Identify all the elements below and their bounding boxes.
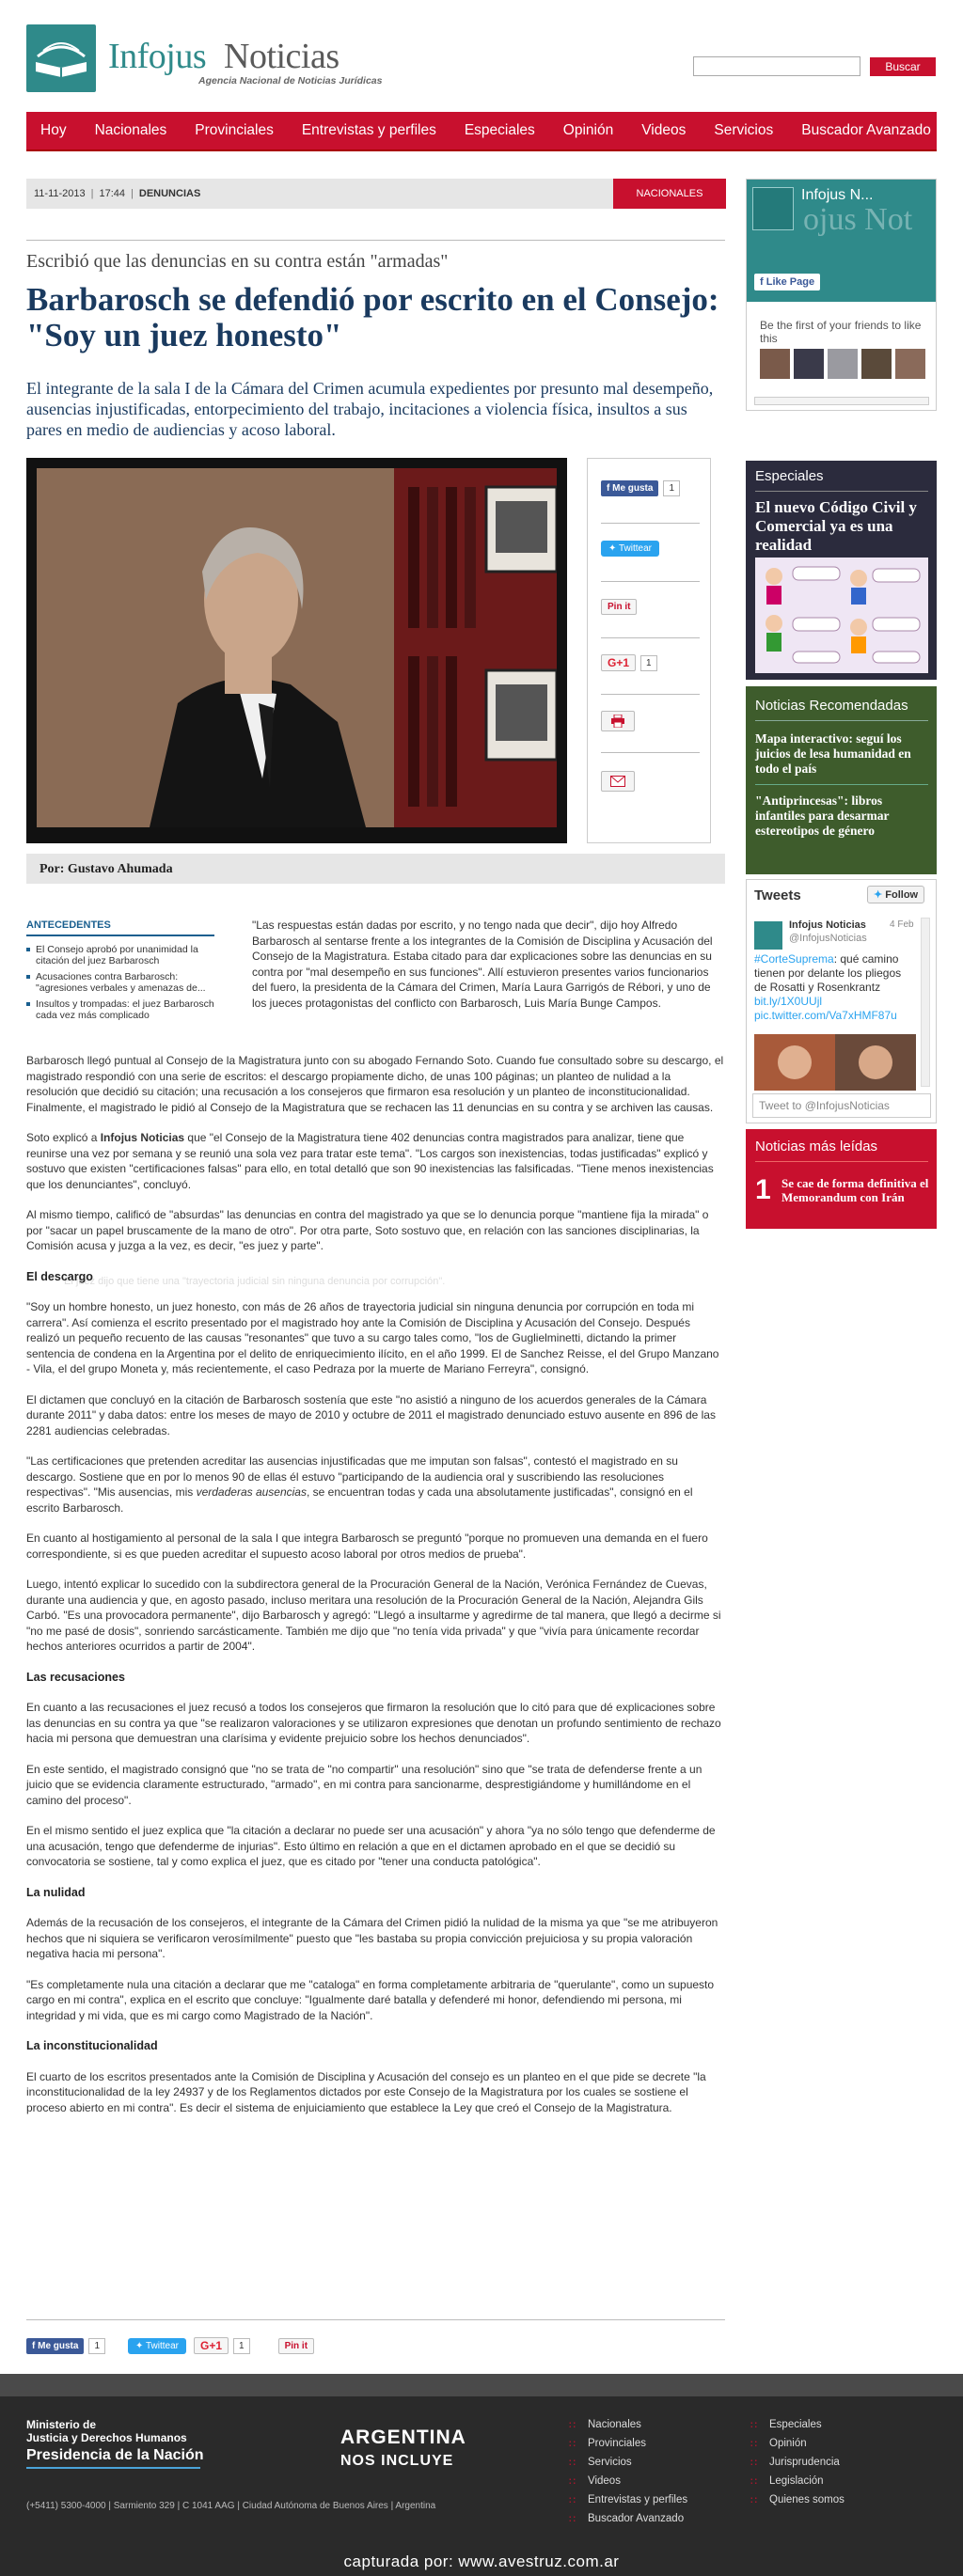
- bottom-share-bar: [26, 2335, 314, 2356]
- site-logo[interactable]: [26, 24, 96, 92]
- footer-link[interactable]: ∷ Legislación: [769, 2475, 824, 2487]
- article-paragraph: En el mismo sentido el juez explica que "la citación a declarar no puede ser una acusación" y ahora "ya no sólo tengo que defenderme de una acusación, tengo que defenderme de injurias". Esto último en relación a que en el dictamen aprobado en el que se decidió su convocatoria se sostiene, tal y como explica el juez, que es citado por "tener una conducta patológica".: [26, 1824, 716, 1868]
- pin-it-button[interactable]: Pin it: [601, 599, 637, 615]
- divider: [601, 694, 700, 695]
- capture-credit: capturada por: www.avestruz.com.ar: [343, 2552, 620, 2570]
- facebook-like-count: 1: [663, 480, 680, 496]
- search-input[interactable]: [693, 56, 860, 76]
- article-body: [26, 1053, 725, 2130]
- facebook-cover-watermark: ojus Not: [803, 202, 913, 237]
- article-paragraph: En cuanto a las recusaciones el juez recusó a todos los consejeros que firmaron la resolución que lo citó para que dé explicaciones sobre las denuncias en su contra ya que "se realizaron valoraciones y se utilizaron expresiones que denotan un profundo sentimiento de rechazo hacia mi persona que demuestran una clarísima y evidente prejuicio sobre los hechos denunciados".: [26, 1701, 721, 1745]
- facebook-like-button[interactable]: [601, 480, 658, 496]
- paragraph-bold-text: Infojus Noticias: [100, 1131, 185, 1144]
- article-paragraph: "Es completamente nula una citación a declarar que me "cataloga" en forma completamente arbitraria de "querulante", como un supuesto cargo en mi contra", explica en el escrito que concluye: "Igualmente daré batalla y defenderé mi honor, defendiendo mi persona, mi integridad y mi vida, que es mi cargo como Magistrado de la Nación".: [26, 1977, 715, 2022]
- recomendada-item[interactable]: "Antiprincesas": libros infantiles para desarmar estereotipos de género: [755, 793, 890, 838]
- friend-avatar[interactable]: [794, 349, 824, 379]
- related-item[interactable]: El Consejo aprobó por unanimidad la citación del juez Barbarosch: [26, 944, 219, 966]
- tweet-hashtag[interactable]: #CorteSuprema: [754, 952, 834, 966]
- friend-avatar[interactable]: [861, 349, 892, 379]
- divider: [755, 784, 928, 785]
- recomendada-item[interactable]: Mapa interactivo: seguí los juicios de lesa humanidad en todo el país: [755, 731, 911, 776]
- especiales-box: [746, 461, 937, 680]
- tweet-text: [754, 952, 909, 1023]
- especiales-headline[interactable]: El nuevo Código Civil y Comercial ya es una realidad: [755, 498, 917, 554]
- facebook-like-label: Me gusta: [612, 482, 654, 494]
- pinterest-share: [601, 596, 637, 617]
- ministry-line: Ministerio de: [26, 2418, 97, 2431]
- article-date: 11-11-2013: [34, 188, 86, 199]
- nav-item-opinion[interactable]: Opinión: [562, 122, 614, 138]
- ministry-name[interactable]: [26, 2418, 187, 2444]
- facebook-like-page-button[interactable]: [754, 274, 820, 291]
- share-column: [587, 458, 711, 843]
- follow-label: Follow: [885, 889, 919, 901]
- nav-item-especiales[interactable]: Especiales: [464, 122, 535, 138]
- footer-link[interactable]: ∷ Nacionales: [588, 2419, 641, 2430]
- judge-photo-image: [37, 468, 557, 827]
- paragraph-text: que "el Consejo de la Magistratura tiene 402 denuncias contra magistrados para analizar, tiene que reunirse una vez por semana y se reunió una sola vez para tratar este tema". "Los cargos son inexistencias, todas justificadas" explicó y sostuvo que existen "certificaciones falsas" para ello, en total detalló que son 90 inexistencias las falsificadas. "Tiene menos inexistencias que los denunciantes", concluyó.: [26, 1131, 714, 1191]
- article-paragraph: Barbarosch llegó puntual al Consejo de la Magistratura junto con su abogado Fernando Soto. Cuando fue consultado sobre su descargo, el magistrado respondió con una serie de escritos: el descargo propiamente dicho, de unas 100 páginas; un planteo de nulidad a la resolución que decidió su citación; una recusación a los consejeros que firmaron esa resolución y un planteo de inconstitucionalidad. Finalmente, el magistrado le pidió al Consejo de la Magistratura que se rechacen las 11 denuncias en su contra y se archiven las causas.: [26, 1054, 724, 1114]
- article-subheading: La inconstitucionalidad: [26, 2039, 158, 2052]
- recomendadas-title: Noticias Recomendadas: [755, 698, 908, 714]
- footer-address: (+5411) 5300-4000 | Sarmiento 329 | C 1041 AAG | Ciudad Autónoma de Buenos Aires | Argentina: [26, 2501, 436, 2511]
- divider: [601, 523, 700, 524]
- tweet-body: : qué camino tienen por delante los pliegos de Rosatti y Rosenkrantz: [754, 952, 902, 994]
- footer-link[interactable]: ∷ Especiales: [769, 2419, 822, 2430]
- photo-caption: El juez dijo que tiene una "trayectoria judicial sin ninguna denuncia por corrupción".: [64, 1276, 446, 1287]
- facebook-like-page-label: Like Page: [766, 276, 815, 288]
- divider: [601, 752, 700, 753]
- facebook-page-logo: [752, 187, 794, 230]
- divider: [26, 240, 725, 241]
- tweet-link[interactable]: pic.twitter.com/Va7xHMF87u: [754, 1009, 897, 1022]
- nav-item-servicios[interactable]: Servicios: [714, 122, 774, 138]
- facebook-cover[interactable]: [747, 180, 936, 302]
- site-footer: [0, 2374, 963, 2576]
- footer-link[interactable]: ∷ Opinión: [769, 2438, 807, 2449]
- divider: [755, 720, 928, 721]
- vertical-scrollbar[interactable]: [921, 918, 930, 1087]
- article-author[interactable]: Por: Gustavo Ahumada: [39, 862, 173, 876]
- tweet-label: Twittear: [146, 2340, 180, 2351]
- illustration-image: [755, 558, 928, 673]
- presidency-name[interactable]: Presidencia de la Nación: [26, 2447, 204, 2463]
- nav-item-buscador[interactable]: Buscador Avanzado: [801, 122, 931, 138]
- divider: [755, 1161, 928, 1162]
- article-paragraph: Además de la recusación de los consejeros, el integrante de la Cámara del Crimen pidió la nulidad de la misma ya que "se me atribuyeron hechos que ni siquiera se verificaron verosímilmente" puesto que "les bastaba su propia convicción prejuiciosa y su propia valoración negativa hacia mi persona".: [26, 1916, 718, 1960]
- twitter-bird-icon: ✦: [608, 542, 619, 554]
- divider: [755, 491, 928, 492]
- slogan-line: ARGENTINA: [340, 2427, 466, 2448]
- facebook-icon: f: [760, 276, 766, 288]
- tweet-to-input[interactable]: Tweet to @InfojusNoticias: [752, 1093, 931, 1118]
- article-subheading: La nulidad: [26, 1885, 86, 1899]
- printer-icon: [610, 715, 625, 728]
- avatar[interactable]: [754, 921, 782, 950]
- print-share: [601, 711, 635, 731]
- article-paragraph: [26, 1130, 725, 1192]
- tweet-button[interactable]: [601, 541, 659, 557]
- google-plus-count: 1: [640, 655, 657, 671]
- friend-avatar[interactable]: [760, 349, 790, 379]
- print-button[interactable]: [601, 711, 635, 731]
- footer-link[interactable]: ∷ Jurisprudencia: [769, 2457, 840, 2468]
- divider: [601, 581, 700, 582]
- especiales-title[interactable]: Especiales: [755, 468, 824, 484]
- article-meta: 11-11-2013 | 17:44 | DENUNCIAS: [34, 188, 201, 199]
- article-paragraph: Al mismo tiempo, calificó de "absurdas" las denuncias en contra del magistrado ya que se lo denuncia porque "mantiene fija la mirada" o por "sacar un papel bruscamente de la mano de otro". Por otra parte, Soto sostuvo que, en relación con las sanciones disciplinarias, la Comisión acusa y juzga a la vez, es decir, "es juez y parte".: [26, 1208, 709, 1252]
- paragraph-text: , se encuentran todas y cada una absolutamente justificadas", consignó en el escrito Barbarosch.: [26, 1485, 693, 1515]
- ministry-line: Justicia y Derechos Humanos: [26, 2431, 187, 2444]
- photo-image: [754, 1034, 916, 1091]
- nav-item-nacionales[interactable]: Nacionales: [94, 122, 167, 138]
- brand-subtitle: Agencia Nacional de Noticias Jurídicas: [198, 75, 383, 86]
- article-paragraph: En cuanto al hostigamiento al personal de la sala I que integra Barbarosch se preguntó "porque no promueven una demanda en el fuero correspondiente, si es que pueden acreditar el supuesto acoso laboral por otros medios de prueba".: [26, 1531, 708, 1561]
- section-tag[interactable]: NACIONALES: [613, 179, 726, 209]
- facebook-page-widget: [746, 179, 937, 411]
- email-share: [601, 771, 635, 792]
- google-plus-count: 1: [233, 2338, 250, 2354]
- facebook-friends-text: Be the first of your friends to like this: [760, 319, 922, 345]
- google-plus-button[interactable]: G+1: [601, 654, 636, 671]
- tweets-title: Tweets: [754, 887, 801, 903]
- article-subheading: Las recusaciones: [26, 1670, 125, 1684]
- footer-link[interactable]: ∷ Servicios: [588, 2457, 632, 2468]
- related-list: [26, 944, 219, 1026]
- nav-item-hoy[interactable]: Hoy: [40, 122, 67, 138]
- brand-name-part1[interactable]: Infojus: [108, 37, 207, 76]
- paragraph-text: "Las certificaciones que pretenden acreditar las ausencias injustificadas que me imputan son falsas", contestó el magistrado en su descargo. Sostiene que en por lo menos 90 de ellas él estuvo "participando de la audiencia oral y suscribiendo las resoluciones respectivas". "Mis ausencias, mis: [26, 1454, 678, 1499]
- related-item[interactable]: Insultos y trompadas: el juez Barbarosch cada vez más complicado: [26, 998, 219, 1021]
- follow-button[interactable]: [867, 886, 924, 903]
- article-paragraph: [26, 1453, 725, 1516]
- mas-leidas-title: Noticias más leídas: [755, 1139, 878, 1154]
- slogan-line: NOS INCLUYE: [340, 2453, 454, 2469]
- friend-avatar[interactable]: [828, 349, 858, 379]
- envelope-icon: [610, 776, 625, 787]
- divider: [26, 2319, 725, 2320]
- footer-link[interactable]: ∷ Quienes somos: [769, 2494, 845, 2505]
- site-header: [0, 0, 963, 111]
- nav-item-provinciales[interactable]: Provinciales: [195, 122, 274, 138]
- article-intro-paragraph: "Las respuestas están dadas por escrito, y no tengo nada que decir", dijo hoy Alfredo Barbarosch al sentarse frente a los integrantes de la Comisión de Disciplina y Acusación del Consejo de la Magistratura. Estaba citado para dar explicaciones sobre las denuncias en su contra por "mal desempeño en sus funciones". Allí estuvieron presentes varios funcionarios del fuero, la presidenta de la Cámara del Crimen, María Laura Garrigós de Rébori, y uno de los jueces protagonistas del conflicto con Barbarosch, Luis María Bunge Campos.: [252, 919, 713, 1010]
- twitter-bird-icon: ✦: [135, 2340, 146, 2351]
- article-subheading: El descargo: [26, 1269, 93, 1283]
- friend-avatar[interactable]: [895, 349, 925, 379]
- book-logo-icon: [26, 24, 96, 92]
- facebook-like-label: Me gusta: [38, 2340, 79, 2351]
- article-lede: El integrante de la sala I de la Cámara del Crimen acumula expedientes por presunto mal desempeño, ausencias injustificadas, entorpecimiento del trabajo, incitaciones a violencia física, insultos a sus pares en medio de audiencias y acoso laboral.: [26, 379, 714, 439]
- mas-leidas-box: [746, 1129, 937, 1229]
- mas-leidas-item[interactable]: Se cae de forma definitiva el Memorandum con Irán: [781, 1176, 929, 1204]
- facebook-like-button[interactable]: [26, 2338, 84, 2354]
- brand-name-part2[interactable]: Noticias: [224, 37, 339, 76]
- nav-item-videos[interactable]: Videos: [641, 122, 687, 138]
- footer-link[interactable]: ∷ Buscador Avanzado: [588, 2513, 684, 2524]
- article-kicker: Escribió que las denuncias en su contra están "armadas": [26, 251, 449, 272]
- footer-link[interactable]: ∷ Provinciales: [588, 2438, 646, 2449]
- facebook-share: [601, 478, 680, 498]
- facebook-page-title[interactable]: Infojus N...: [801, 187, 874, 203]
- recomendadas-box: [746, 686, 937, 874]
- divider: [26, 935, 214, 936]
- article-time: 17:44: [99, 188, 126, 199]
- tweet-image[interactable]: [754, 1034, 916, 1091]
- especiales-image[interactable]: [755, 558, 928, 673]
- tweet-label: Twittear: [618, 542, 652, 554]
- paragraph-italic-text: verdaderas ausencias: [196, 1485, 307, 1499]
- tweet-date[interactable]: 4 Feb: [890, 919, 914, 930]
- divider: [26, 2467, 200, 2469]
- tweet-link[interactable]: bit.ly/1X0UUjl: [754, 995, 823, 1008]
- tweet-author-name[interactable]: Infojus Noticias: [789, 919, 866, 931]
- main-nav: [26, 112, 937, 151]
- divider: [601, 637, 700, 638]
- article-category[interactable]: DENUNCIAS: [138, 188, 201, 199]
- rank-number: 1: [755, 1174, 771, 1205]
- related-item[interactable]: Acusaciones contra Barbarosch: "agresiones verbales y amenazas de...: [26, 971, 219, 994]
- article-headline: Barbarosch se defendió por escrito en el Consejo: "Soy un juez honesto": [26, 281, 719, 353]
- google-plus-button[interactable]: G+1: [194, 2337, 229, 2354]
- article-paragraph: En este sentido, el magistrado consignó que "no se trata de "no compartir" una resolución" sino que "se trata de defenderse frente a un juicio que se evidencia claramente estructurado, "armado", en mi contra para sancionarme, desprestigiándome y humillándome en el camino del proceso".: [26, 1762, 703, 1807]
- footer-link[interactable]: ∷ Videos: [588, 2475, 621, 2487]
- facebook-like-count: 1: [88, 2338, 105, 2354]
- footer-band: [0, 2374, 963, 2396]
- author-bar: [26, 854, 725, 884]
- tweet-author-handle[interactable]: @InfojusNoticias: [789, 933, 867, 944]
- related-title: ANTECEDENTES: [26, 919, 111, 931]
- tweet-button[interactable]: [128, 2338, 186, 2354]
- article-paragraph: El dictamen que concluyó en la citación de Barbarosch sostenía que este "no asistió a ninguno de los acuerdos generales de la Cámara durante 2011" y daba datos: entre los meses de mayo de 2010 y octubre de 2011 el magistrado denunciado estuvo ausente en 896 de las 2281 audiencias celebradas.: [26, 1392, 716, 1437]
- pin-it-button[interactable]: Pin it: [278, 2338, 314, 2354]
- horizontal-scrollbar[interactable]: [754, 397, 929, 405]
- twitter-widget: [746, 879, 937, 1123]
- footer-link[interactable]: ∷ Entrevistas y perfiles: [588, 2494, 687, 2505]
- paragraph-text: Soto explicó a: [26, 1131, 101, 1144]
- facebook-icon: f: [607, 482, 613, 494]
- search-button[interactable]: Buscar: [870, 57, 936, 76]
- email-button[interactable]: [601, 771, 635, 792]
- google-plus-share: [601, 652, 657, 673]
- twitter-share: [601, 538, 659, 558]
- article-paragraph: "Soy un hombre honesto, un juez honesto, con más de 26 años de trayectoria judicial sin ninguna denuncia por corrupción en toda mi carrera". Así comienza el escrito presentado por el magistrado hoy ante la Comisión de Disciplina y Acusación del Consejo. Después realizó un pequeño recuento de las causas "resonantes" que tuvo a su cargo tales como, "los de Guglielminetti, dictando la primer sentencia de condena en la Argentina por el delito de enriquecimiento ilícito, en el año 1999. El de Sanchez Reisse, el del Grupo Manzano - Vila, el del grupo Moneta y, más recientemente, el caso Pedraza por la muerte de Mariano Ferreyra", consignó.: [26, 1300, 719, 1375]
- nav-item-entrevistas[interactable]: Entrevistas y perfiles: [301, 122, 436, 138]
- facebook-icon: f: [32, 2340, 39, 2351]
- article-paragraph: Luego, intentó explicar lo sucedido con la subdirectora general de la Procuración General de la Nación, Verónica Fernández de Cuevas, durante una audiencia y que, en agosto pasado, incluso meritara una resolución de la Procuración General de la Nación, Alejandra Gils Carbó. "Es una provocadora permanente", dijo Barbarosch y agregó: "Llegó a insultarme y agredirme de tal manera, que llegó a decirme si "no me pasé de dosis", sonriendo sarcásticamente. También me dijo que "no tenía vida privada" y que "vivía para únicamente recordar hechos anteriores ocurridos a partir de 2004".: [26, 1578, 721, 1653]
- twitter-bird-icon: ✦: [874, 889, 886, 901]
- article-paragraph: El cuarto de los escritos presentados ante la Comisión de Disciplina y Acusación del consejo es un planteo en el que pide se decrete "la inconstitucionalidad de la ley 24937 y de los Reglamentos dictados por este Consejo de la Magistratura por los cuales se sostiene el proceso abierto en mi contra". Es decir el sistema de enjuiciamiento que establece la Ley que creó el Consejo de la Magistratura.: [26, 2069, 706, 2114]
